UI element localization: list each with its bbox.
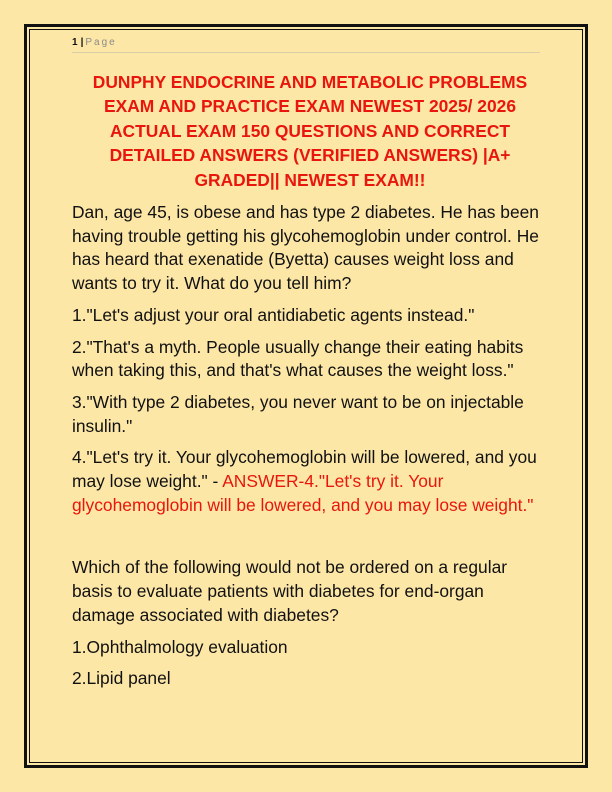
question-1-option-1: 1."Let's adjust your oral antidiabetic agents instead." (72, 304, 475, 325)
question-1-option-4-with-answer (72, 446, 548, 517)
page-header (72, 36, 540, 53)
question-1-stem: Dan, age 45, is obese and has type 2 diabetes. He has been having trouble getting his glycohemoglobin under control. He has heard that exenatide (Byetta) causes weight loss and wants to try it. What do you tell him? (72, 202, 539, 294)
question-spacer (72, 525, 548, 556)
question-2-option-1: 1.Ophthalmology evaluation (72, 636, 288, 657)
page-number: 1 (72, 37, 78, 48)
question-1-option-2: 2."That's a myth. People usually change their eating habits when taking this, and that's what causes the weight loss." (72, 336, 524, 381)
question-1-answer: ANSWER-4."Let's try it. Your glycohemoglobin will be lowered, and you may lose weight." (72, 471, 534, 515)
question-2-option-2: 2.Lipid panel (72, 668, 171, 689)
question-2-stem: Which of the following would not be ordered on a regular basis to evaluate patients with diabetes for end-organ damage associated with diabetes? (72, 557, 508, 625)
document-content (72, 70, 548, 699)
question-1-option-3: 3."With type 2 diabetes, you never want to be on injectable insulin." (72, 391, 524, 436)
document-title: DUNPHY ENDOCRINE AND METABOLIC PROBLEMS EXAM AND PRACTICE EXAM NEWEST 2025/ 2026 ACTUAL EXAM 150 QUESTIONS AND CORRECT DETAILED ANSWERS (VERIFIED ANSWERS) |A+ GRADED|| NEWEST EXAM!! (92, 72, 528, 190)
page-separator: | (80, 37, 84, 48)
question-1-option-4: 4."Let's try it. Your glycohemoglobin will be lowered, and you may lose weight." - (72, 447, 537, 492)
page-label: Page (85, 37, 117, 48)
